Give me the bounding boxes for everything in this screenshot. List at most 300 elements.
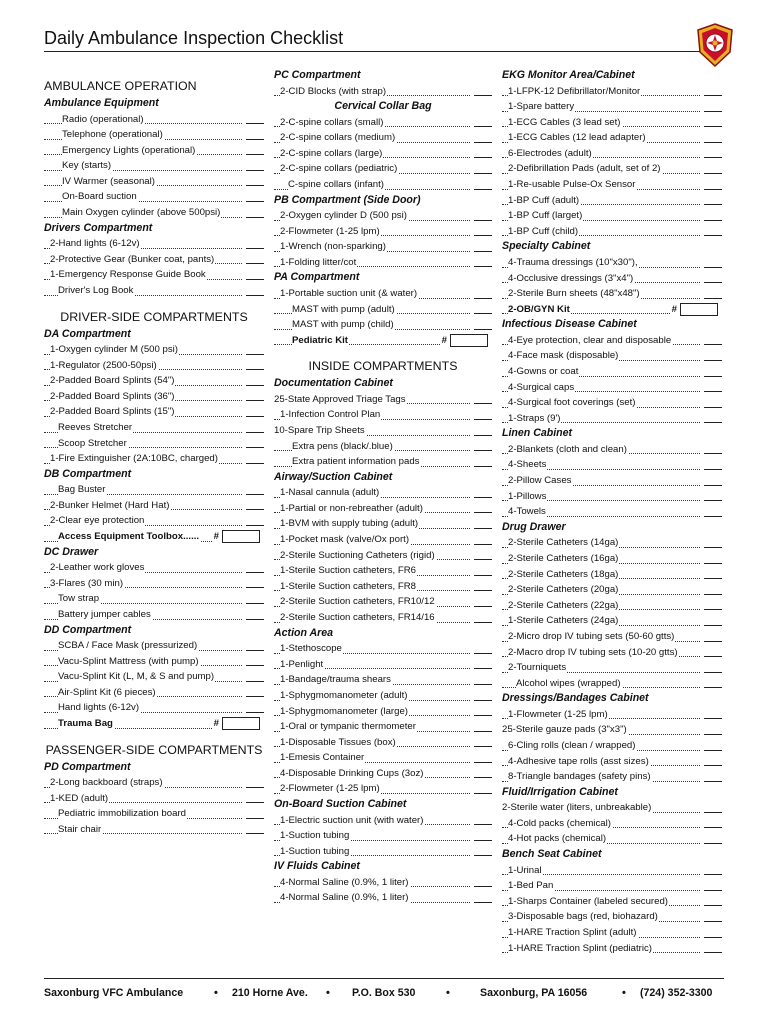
checklist-item [502, 177, 722, 193]
group-heading: DB Compartment [44, 467, 132, 480]
check-blank[interactable] [704, 781, 722, 782]
item-label: Stair chair [58, 822, 102, 838]
checklist-item [502, 676, 722, 692]
checklist-item [274, 516, 492, 532]
check-blank[interactable] [474, 512, 492, 513]
item-label: Air-Splint Kit (6 pieces) [58, 685, 157, 701]
check-blank[interactable] [704, 563, 722, 564]
item-label: 2-Long backboard (straps) [50, 775, 164, 791]
item-label: 1-Fire Extinguisher (2A:10BC, charged) [50, 451, 219, 467]
checklist-item [502, 99, 722, 115]
check-blank[interactable] [246, 170, 264, 171]
item-label: MAST with pump (adult) [292, 302, 396, 318]
check-blank[interactable] [704, 204, 722, 205]
item-label: Extra pens (black/.blue) [292, 439, 394, 455]
item-label: 2-Flowmeter (1-25 lpm) [280, 224, 381, 240]
hash-mark: # [671, 302, 677, 318]
check-blank[interactable] [704, 407, 722, 408]
check-blank[interactable] [474, 575, 492, 576]
item-label: 1-HARE Traction Splint (adult) [508, 925, 638, 941]
item-label: 1-ECG Cables (3 lead set) [508, 115, 622, 131]
check-blank[interactable] [474, 329, 492, 330]
checklist-item [274, 392, 492, 408]
check-blank[interactable] [704, 937, 722, 938]
checklist-item [274, 532, 492, 548]
checklist-item [502, 738, 722, 754]
checklist-item [274, 255, 492, 271]
checklist-item [274, 719, 492, 735]
check-blank[interactable] [474, 840, 492, 841]
check-blank[interactable] [704, 422, 722, 423]
check-blank[interactable] [704, 921, 722, 922]
item-label: 2-Pillow Cases [508, 473, 572, 489]
check-blank[interactable] [474, 777, 492, 778]
check-blank[interactable] [704, 126, 722, 127]
item-label: 1-Emergency Response Guide Book [50, 267, 207, 283]
item-label: 1-Disposable Tissues (box) [280, 735, 397, 751]
group-heading: PC Compartment [274, 69, 361, 81]
check-blank[interactable] [474, 668, 492, 669]
checklist-item [44, 654, 264, 670]
item-label: 3-Disposable bags (red, biohazard) [508, 909, 659, 925]
item-label: 2-Clear eye protection [50, 513, 145, 529]
checklist-item [44, 189, 264, 205]
checklist-item [44, 638, 264, 654]
item-label: 1-Nasal cannula (adult) [280, 485, 380, 501]
check-blank[interactable] [704, 609, 722, 610]
check-blank[interactable] [704, 360, 722, 361]
check-blank[interactable] [474, 824, 492, 825]
checklist-item [274, 454, 492, 470]
checklist-item [502, 348, 722, 364]
check-blank[interactable] [246, 154, 264, 155]
check-blank[interactable] [474, 95, 492, 96]
check-blank[interactable] [246, 463, 264, 464]
checklist-item [502, 909, 722, 925]
checklist-item [274, 317, 492, 333]
item-label: 1-Portable suction unit (& water) [280, 286, 418, 302]
check-blank[interactable] [474, 559, 492, 560]
check-blank[interactable] [474, 189, 492, 190]
check-blank[interactable] [246, 650, 264, 651]
group-heading: Action Area [274, 626, 334, 639]
check-blank[interactable] [474, 173, 492, 174]
checklist-item [44, 252, 264, 268]
check-blank[interactable] [474, 298, 492, 299]
item-label: 4-Surgical foot coverings (set) [508, 395, 636, 411]
check-blank[interactable] [704, 952, 722, 953]
check-blank[interactable] [474, 886, 492, 887]
check-blank[interactable] [474, 653, 492, 654]
check-blank[interactable] [474, 403, 492, 404]
item-label: 1-Stethoscope [280, 641, 343, 657]
bullet-icon: • [326, 987, 330, 999]
hash-mark: # [213, 529, 219, 545]
check-blank[interactable] [246, 712, 264, 713]
check-blank[interactable] [246, 400, 264, 401]
checklist-item [502, 707, 722, 723]
check-blank[interactable] [704, 220, 722, 221]
check-blank[interactable] [246, 509, 264, 510]
check-blank[interactable] [704, 827, 722, 828]
check-blank[interactable] [704, 874, 722, 875]
checklist-item [502, 567, 722, 583]
group-heading: Airway/Suction Cabinet [274, 470, 393, 483]
item-label: 2-Macro drop IV tubing sets (10-20 gtts) [508, 645, 679, 661]
item-label: Tow strap [58, 591, 100, 607]
item-label: C-spine collars (infant) [288, 177, 385, 193]
group-heading: IV Fluids Cabinet [274, 860, 360, 873]
item-label: Trauma Bag [58, 716, 114, 732]
check-blank[interactable] [704, 594, 722, 595]
check-blank[interactable] [474, 544, 492, 545]
item-label: 2-Padded Board Splints (15") [50, 404, 175, 420]
group-heading: DA Compartment [44, 327, 131, 340]
check-blank[interactable] [246, 416, 264, 417]
group-heading: DD Compartment [44, 623, 132, 636]
column-left [44, 68, 264, 837]
item-label: 4-Sheets [508, 457, 547, 473]
check-blank[interactable] [704, 111, 722, 112]
group-heading: PA Compartment [274, 271, 360, 284]
item-label: 4-Normal Saline (0.9%, 1 liter) [280, 875, 410, 891]
check-blank[interactable] [474, 590, 492, 591]
checklist-item [502, 878, 722, 894]
check-blank[interactable] [246, 681, 264, 682]
check-blank[interactable] [704, 298, 722, 299]
checklist-item [274, 485, 492, 501]
checklist-item [274, 130, 492, 146]
check-blank[interactable] [704, 453, 722, 454]
checklist-item [44, 205, 264, 221]
item-label: MAST with pump (child) [292, 317, 395, 333]
check-blank[interactable] [704, 641, 722, 642]
item-label: Driver's Log Book [58, 283, 134, 299]
footer-city: Saxonburg, PA 16056 [480, 987, 588, 999]
check-blank[interactable] [704, 344, 722, 345]
group-heading: On-Board Suction Cabinet [274, 798, 407, 811]
group-heading: Ambulance Equipment [44, 97, 159, 109]
check-blank[interactable] [246, 123, 264, 124]
item-label: 2-Micro drop IV tubing sets (50-60 gtts) [508, 629, 675, 645]
item-label: 1-Pocket mask (valve/Ox port) [280, 532, 410, 548]
check-blank[interactable] [704, 905, 722, 906]
item-label: 1-Wrench (non-sparking) [280, 239, 387, 255]
item-label: Radio (operational) [62, 112, 145, 128]
item-label: 1-Spare battery [508, 99, 575, 115]
check-blank[interactable] [704, 267, 722, 268]
checklist-item [274, 548, 492, 564]
item-label: Bag Buster [58, 482, 106, 498]
item-label: 8-Triangle bandages (safety pins) [508, 769, 652, 785]
item-label: 4-Cold packs (chemical) [508, 816, 612, 832]
group-heading: Infectious Disease Cabinet [502, 318, 637, 331]
check-blank[interactable] [246, 248, 264, 249]
item-label: 4-Face mask (disposable) [508, 348, 619, 364]
count-entry-box[interactable] [222, 530, 260, 543]
item-label: 1-Sterile Catheters (24ga) [508, 613, 619, 629]
page-footer [44, 978, 724, 1008]
check-blank[interactable] [246, 201, 264, 202]
check-blank[interactable] [246, 139, 264, 140]
check-blank[interactable] [246, 447, 264, 448]
check-blank[interactable] [474, 419, 492, 420]
checklist-item [274, 286, 492, 302]
item-label: 2-Sterile Burn sheets (48"x48") [508, 286, 641, 302]
check-blank[interactable] [474, 902, 492, 903]
checklist-item [502, 598, 722, 614]
checklist-item [44, 342, 264, 358]
item-label: 25-Sterile gauze pads (3"x3") [502, 722, 628, 738]
check-blank[interactable] [704, 656, 722, 657]
checklist-item [502, 894, 722, 910]
check-blank[interactable] [704, 391, 722, 392]
check-blank[interactable] [474, 466, 492, 467]
check-blank[interactable] [474, 762, 492, 763]
checklist-item [274, 688, 492, 704]
check-blank[interactable] [246, 587, 264, 588]
check-blank[interactable] [246, 525, 264, 526]
check-blank[interactable] [474, 746, 492, 747]
item-label: 2-Sterile Suction catheters, FR14/16 [280, 610, 436, 626]
check-blank[interactable] [704, 157, 722, 158]
checklist-item [502, 489, 722, 505]
check-blank[interactable] [246, 369, 264, 370]
check-blank[interactable] [704, 516, 722, 517]
check-blank[interactable] [246, 279, 264, 280]
checklist-item [274, 766, 492, 782]
check-blank[interactable] [474, 251, 492, 252]
item-label: 1-Oxygen cylinder M (500 psi) [50, 342, 179, 358]
page-title: Daily Ambulance Inspection Checklist [44, 28, 344, 48]
item-label: Key (starts) [62, 158, 112, 174]
item-label: Extra patient information pads [292, 454, 420, 470]
checklist-item [502, 769, 722, 785]
checklist-item [274, 735, 492, 751]
check-blank[interactable] [704, 500, 722, 501]
check-blank[interactable] [704, 469, 722, 470]
check-blank[interactable] [474, 235, 492, 236]
count-box-item [502, 302, 722, 318]
checklist-item [44, 806, 264, 822]
checklist-item [502, 395, 722, 411]
check-blank[interactable] [474, 435, 492, 436]
check-blank[interactable] [474, 313, 492, 314]
check-blank[interactable] [246, 696, 264, 697]
checklist-item [502, 722, 722, 738]
item-label: Scoop Stretcher [58, 436, 128, 452]
check-blank[interactable] [704, 282, 722, 283]
item-label: 2-Blankets (cloth and clean) [508, 442, 628, 458]
count-entry-box[interactable] [222, 717, 260, 730]
check-blank[interactable] [474, 606, 492, 607]
check-blank[interactable] [704, 376, 722, 377]
check-blank[interactable] [246, 833, 264, 834]
checklist-item [502, 941, 722, 957]
checklist-item [44, 236, 264, 252]
check-blank[interactable] [246, 185, 264, 186]
group-heading: EKG Monitor Area/Cabinet [502, 69, 635, 81]
item-label: 4-Hot packs (chemical) [508, 831, 607, 847]
checklist-item [502, 831, 722, 847]
check-blank[interactable] [704, 890, 722, 891]
checklist-item [274, 594, 492, 610]
checklist-item [502, 582, 722, 598]
check-blank[interactable] [704, 750, 722, 751]
check-blank[interactable] [474, 793, 492, 794]
check-blank[interactable] [704, 672, 722, 673]
check-blank[interactable] [474, 266, 492, 267]
item-label: 1-Straps (9') [508, 411, 561, 427]
bullet-icon: • [622, 987, 626, 999]
check-blank[interactable] [246, 665, 264, 666]
check-blank[interactable] [246, 572, 264, 573]
item-label: 1-Flowmeter (1-25 lpm) [508, 707, 609, 723]
check-blank[interactable] [704, 189, 722, 190]
section-heading: INSIDE COMPARTMENTS [308, 359, 458, 374]
check-blank[interactable] [474, 528, 492, 529]
checklist-item [274, 672, 492, 688]
checklist-item [44, 560, 264, 576]
group-heading: PB Compartment (Side Door) [274, 193, 421, 206]
item-label: 2-Sterile Catheters (18ga) [508, 567, 619, 583]
footer-org: Saxonburg VFC Ambulance [44, 987, 184, 999]
check-blank[interactable] [704, 687, 722, 688]
check-blank[interactable] [246, 354, 264, 355]
check-blank[interactable] [474, 497, 492, 498]
item-label: Reeves Stretcher [58, 420, 133, 436]
item-label: 1-Urinal [508, 863, 543, 879]
count-entry-box[interactable] [680, 303, 718, 316]
check-blank[interactable] [246, 802, 264, 803]
checklist-item [44, 498, 264, 514]
item-label: 1-Bandage/trauma shears [280, 672, 392, 688]
check-blank[interactable] [474, 450, 492, 451]
check-blank[interactable] [474, 700, 492, 701]
item-label: 2-Bunker Helmet (Hard Hat) [50, 498, 170, 514]
checklist-item [502, 473, 722, 489]
check-blank[interactable] [704, 812, 722, 813]
check-blank[interactable] [246, 295, 264, 296]
item-label: 2-CID Blocks (with strap) [280, 84, 387, 100]
item-label: 4-Surgical caps [508, 380, 575, 396]
item-label: 2-Hand lights (6-12v) [50, 236, 141, 252]
check-blank[interactable] [704, 235, 722, 236]
item-label: Alcohol wipes (wrapped) [516, 676, 622, 692]
checklist-item [44, 358, 264, 374]
check-blank[interactable] [704, 765, 722, 766]
item-label: 6-Electrodes (adult) [508, 146, 593, 162]
checklist-item [44, 482, 264, 498]
item-label: 2-Sterile Catheters (22ga) [508, 598, 619, 614]
checklist-item [502, 754, 722, 770]
checklist-item [502, 660, 722, 676]
checklist-item [502, 84, 722, 100]
check-blank[interactable] [474, 684, 492, 685]
group-heading: Linen Cabinet [502, 427, 573, 440]
check-blank[interactable] [704, 173, 722, 174]
check-blank[interactable] [704, 718, 722, 719]
check-blank[interactable] [474, 731, 492, 732]
item-label: 4-Trauma dressings (10"x30"), [508, 255, 639, 271]
checklist-item [274, 875, 492, 891]
item-label: 1-Penlight [280, 657, 324, 673]
check-blank[interactable] [704, 625, 722, 626]
count-box-item [274, 333, 492, 349]
check-blank[interactable] [246, 432, 264, 433]
check-blank[interactable] [246, 603, 264, 604]
checklist-item [502, 193, 722, 209]
item-label: 2-C-spine collars (small) [280, 115, 384, 131]
check-blank[interactable] [246, 217, 264, 218]
checklist-item [274, 828, 492, 844]
item-label: 1-Re-usable Pulse-Ox Sensor [508, 177, 636, 193]
item-label: Telephone (operational) [62, 127, 164, 143]
item-label: 1-LFPK-12 Defibrillator/Monitor [508, 84, 641, 100]
checklist-item [44, 267, 264, 283]
check-blank[interactable] [704, 843, 722, 844]
item-label: 1-BP Cuff (larget) [508, 208, 583, 224]
check-blank[interactable] [704, 142, 722, 143]
check-blank[interactable] [246, 619, 264, 620]
section-heading: DRIVER-SIDE COMPARTMENTS [60, 309, 248, 324]
group-heading: Fluid/Irrigation Cabinet [502, 785, 618, 798]
check-blank[interactable] [474, 157, 492, 158]
check-blank[interactable] [704, 734, 722, 735]
check-blank[interactable] [246, 263, 264, 264]
check-blank[interactable] [246, 787, 264, 788]
checklist-item [44, 791, 264, 807]
check-blank[interactable] [704, 95, 722, 96]
checklist-item [502, 146, 722, 162]
item-label: Emergency Lights (operational) [62, 143, 196, 159]
item-label: 2-Leather work gloves [50, 560, 145, 576]
checklist-item [274, 750, 492, 766]
check-blank[interactable] [704, 485, 722, 486]
page-header [44, 26, 724, 52]
check-blank[interactable] [474, 715, 492, 716]
item-label: On-Board suction [62, 189, 138, 205]
item-label: 3-Flares (30 min) [50, 576, 124, 592]
column-right [502, 68, 722, 956]
checklist-item [274, 657, 492, 673]
check-blank[interactable] [246, 494, 264, 495]
check-blank[interactable] [246, 385, 264, 386]
check-blank[interactable] [704, 578, 722, 579]
count-entry-box[interactable] [450, 334, 488, 347]
item-label: 2-Padded Board Splints (54") [50, 373, 175, 389]
item-label: 4-Towels [508, 504, 547, 520]
check-blank[interactable] [246, 818, 264, 819]
check-blank[interactable] [474, 855, 492, 856]
checklist-item [44, 436, 264, 452]
group-heading: Bench Seat Cabinet [502, 848, 602, 861]
check-blank[interactable] [474, 622, 492, 623]
check-blank[interactable] [474, 220, 492, 221]
check-blank[interactable] [704, 547, 722, 548]
checklist-item [274, 641, 492, 657]
check-blank[interactable] [474, 126, 492, 127]
check-blank[interactable] [474, 142, 492, 143]
item-label: 10-Spare Trip Sheets [274, 423, 366, 439]
checklist-item [274, 890, 492, 906]
checklist-item [502, 364, 722, 380]
checklist-item [44, 143, 264, 159]
footer-phone: (724) 352-3300 [640, 987, 713, 999]
checklist-item [502, 333, 722, 349]
checklist-item [274, 813, 492, 829]
bullet-icon: • [446, 987, 450, 999]
